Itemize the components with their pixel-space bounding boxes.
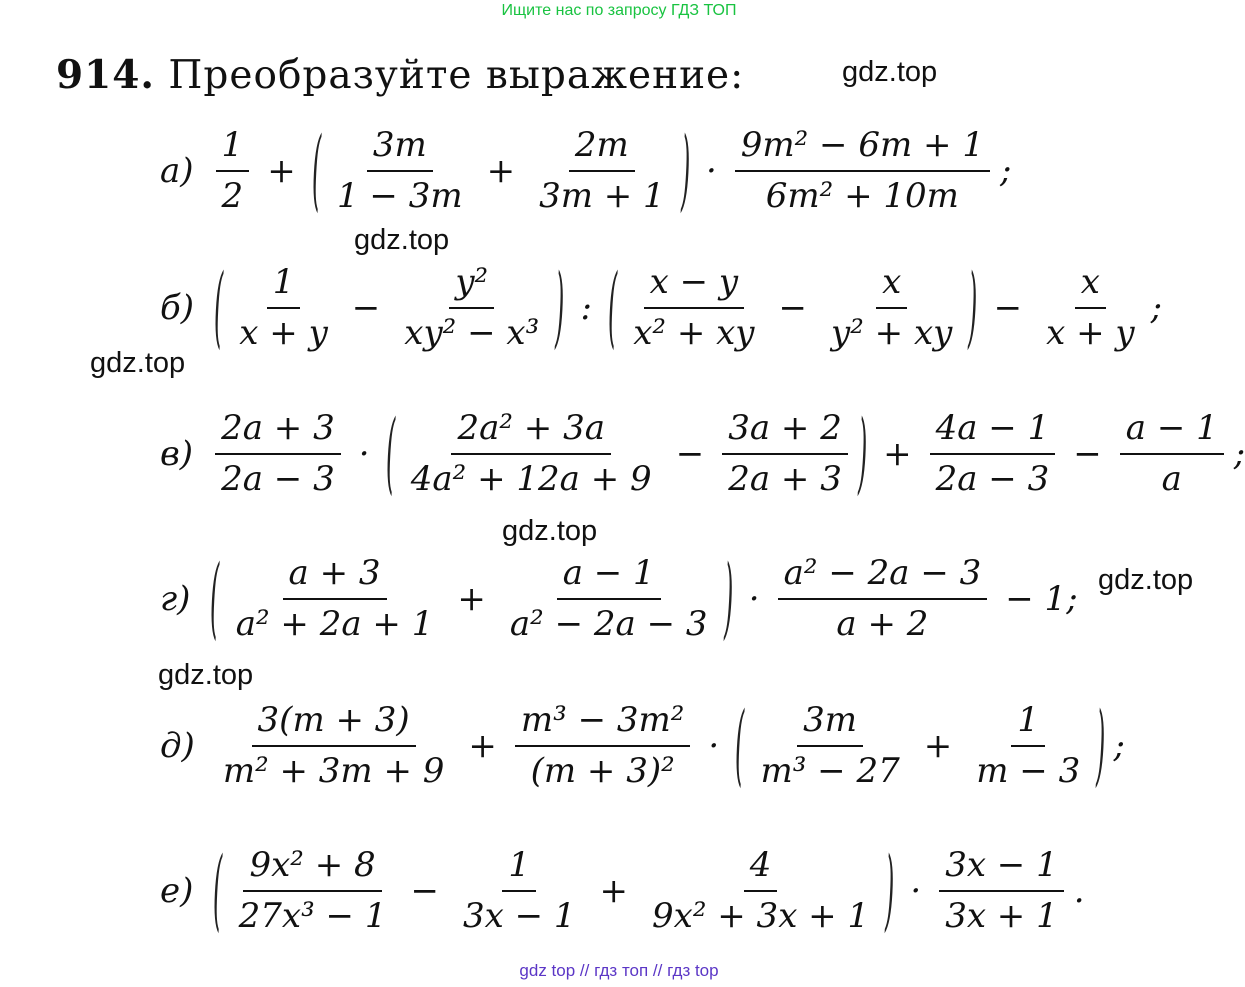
- operator: ·: [358, 433, 370, 474]
- terminator: ;: [1113, 725, 1125, 766]
- denominator: 4a² + 12a + 9: [410, 458, 652, 499]
- operator: +: [468, 725, 497, 766]
- right-paren: ): [555, 255, 565, 360]
- numerator: 9m² − 6m + 1: [735, 125, 990, 172]
- numerator: 3m: [797, 700, 863, 747]
- left-paren: (: [385, 401, 395, 506]
- denominator: 3m + 1: [539, 175, 665, 216]
- watermark: gdz.top: [502, 515, 598, 547]
- numerator: m³ − 3m²: [515, 700, 690, 747]
- left-paren: (: [311, 118, 321, 223]
- watermark: gdz.top: [842, 56, 938, 88]
- left-paren: (: [210, 546, 220, 651]
- denominator: y² + xy: [831, 312, 953, 353]
- numerator: 1: [502, 845, 536, 892]
- denominator: a + 2: [836, 603, 929, 644]
- denominator: x² + xy: [633, 312, 755, 353]
- denominator: 1 − 3m: [336, 175, 463, 216]
- problem-label: б): [160, 287, 195, 328]
- denominator: x + y: [239, 312, 328, 353]
- operator: −: [675, 433, 705, 474]
- problem-title: [56, 52, 744, 98]
- numerator: a − 1: [557, 553, 661, 600]
- operator: +: [923, 725, 953, 766]
- fraction: [233, 262, 334, 354]
- denominator: 3x − 1: [462, 895, 576, 936]
- numerator: 4: [744, 845, 778, 892]
- numerator: x: [876, 262, 907, 309]
- fraction: [930, 408, 1056, 500]
- denominator: a: [1161, 458, 1182, 499]
- problem-a: [160, 118, 1012, 223]
- numerator: 1: [216, 125, 250, 172]
- fraction: [504, 553, 714, 645]
- right-paren: ): [857, 401, 868, 506]
- right-paren: ): [885, 838, 895, 943]
- denominator: m − 3: [976, 750, 1081, 791]
- numerator: a − 1: [1120, 408, 1224, 455]
- fraction: [722, 408, 848, 500]
- right-paren: ): [1096, 693, 1106, 798]
- numerator: x: [1075, 262, 1106, 309]
- denominator: a² + 2a + 1: [235, 603, 434, 644]
- fraction: [515, 700, 690, 792]
- problem-label: е): [160, 870, 194, 911]
- denominator: 27x³ − 1: [238, 895, 387, 936]
- numerator: 3m: [367, 125, 433, 172]
- fraction: [627, 262, 760, 354]
- problem-number: 914.: [56, 52, 155, 98]
- terminator: .: [1073, 870, 1085, 911]
- watermark: gdz.top: [90, 347, 186, 379]
- fraction: [825, 262, 958, 354]
- fraction: [230, 553, 440, 645]
- left-paren: (: [214, 255, 224, 360]
- right-paren: ): [968, 255, 978, 360]
- denominator: 2a − 3: [221, 458, 335, 499]
- operator: +: [883, 433, 912, 474]
- fraction: [457, 845, 582, 937]
- top-banner: Ищите нас по запросу ГДЗ ТОП: [501, 2, 737, 19]
- problem-label: д): [160, 725, 195, 766]
- fraction: [398, 262, 545, 354]
- problem-g: [160, 546, 1090, 651]
- terminator: ;: [1233, 433, 1245, 474]
- operator: −: [410, 870, 439, 911]
- numerator: 3a + 2: [722, 408, 848, 455]
- watermark: gdz.top: [158, 659, 254, 691]
- denominator: 2: [221, 175, 244, 216]
- fraction: [970, 700, 1086, 792]
- denominator: xy² − x³: [404, 312, 540, 353]
- terminator: ;: [999, 150, 1012, 191]
- fraction: [754, 700, 905, 792]
- numerator: 2m: [569, 125, 635, 172]
- fraction: [533, 125, 671, 217]
- numerator: 9x² + 8: [243, 845, 381, 892]
- denominator: 3x + 1: [945, 895, 1058, 936]
- operator: +: [599, 870, 629, 911]
- problem-b: [160, 255, 1163, 360]
- watermark: gdz.top: [354, 224, 450, 256]
- fraction: [1040, 262, 1141, 354]
- fraction: [1120, 408, 1224, 500]
- numerator: a + 3: [283, 553, 387, 600]
- numerator: x − y: [644, 262, 745, 309]
- operator: +: [267, 150, 296, 191]
- left-paren: (: [735, 693, 745, 798]
- problem-label: а): [160, 150, 194, 191]
- fraction: [215, 408, 341, 500]
- left-paren: (: [607, 255, 618, 360]
- numerator: 4a − 1: [930, 408, 1056, 455]
- fraction: [735, 125, 990, 217]
- numerator: 1: [1011, 700, 1045, 747]
- denominator: 2a − 3: [935, 458, 1050, 499]
- operator: ·: [708, 725, 720, 766]
- operator: − 1;: [1005, 578, 1078, 619]
- fraction: [331, 125, 469, 217]
- operator: :: [580, 287, 592, 328]
- operator: −: [778, 287, 808, 328]
- right-paren: ): [723, 546, 733, 651]
- problem-v: [160, 401, 1245, 506]
- problem-label: в): [160, 433, 194, 474]
- operator: −: [993, 287, 1023, 328]
- denominator: 9x² + 3x + 1: [652, 895, 870, 936]
- operator: ·: [705, 150, 717, 191]
- operator: ·: [910, 870, 922, 911]
- fraction: [217, 700, 451, 792]
- denominator: m³ − 27: [760, 750, 900, 791]
- numerator: 3(m + 3): [252, 700, 416, 747]
- problem-d: [160, 693, 1125, 798]
- numerator: 3x − 1: [939, 845, 1064, 892]
- fraction: [778, 553, 988, 645]
- fraction: [939, 845, 1064, 937]
- operator: +: [486, 150, 516, 191]
- fraction: [216, 125, 250, 217]
- right-paren: ): [680, 118, 690, 223]
- numerator: 2a + 3: [215, 408, 341, 455]
- fraction: [233, 845, 393, 937]
- denominator: 2a + 3: [728, 458, 842, 499]
- numerator: y²: [449, 262, 494, 309]
- problem-label: г): [160, 578, 191, 619]
- fraction: [646, 845, 875, 937]
- denominator: (m + 3)²: [530, 750, 675, 791]
- numerator: 1: [267, 262, 301, 309]
- problem-e: [160, 838, 1085, 943]
- watermark: gdz.top: [1098, 564, 1194, 596]
- denominator: x + y: [1046, 312, 1135, 353]
- problem-instruction: Преобразуйте выражение:: [168, 53, 745, 98]
- fraction: [405, 408, 658, 500]
- denominator: m² + 3m + 9: [222, 750, 445, 791]
- footer-links[interactable]: gdz top // гдз топ // гдз top: [519, 961, 719, 980]
- denominator: a² − 2a − 3: [509, 603, 708, 644]
- terminator: ;: [1150, 287, 1163, 328]
- denominator: 6m² + 10m: [765, 175, 959, 216]
- operator: −: [351, 287, 381, 328]
- operator: ·: [748, 578, 760, 619]
- numerator: 2a² + 3a: [451, 408, 611, 455]
- operator: −: [1073, 433, 1102, 474]
- operator: +: [457, 578, 486, 619]
- numerator: a² − 2a − 3: [778, 553, 988, 600]
- left-paren: (: [213, 838, 223, 943]
